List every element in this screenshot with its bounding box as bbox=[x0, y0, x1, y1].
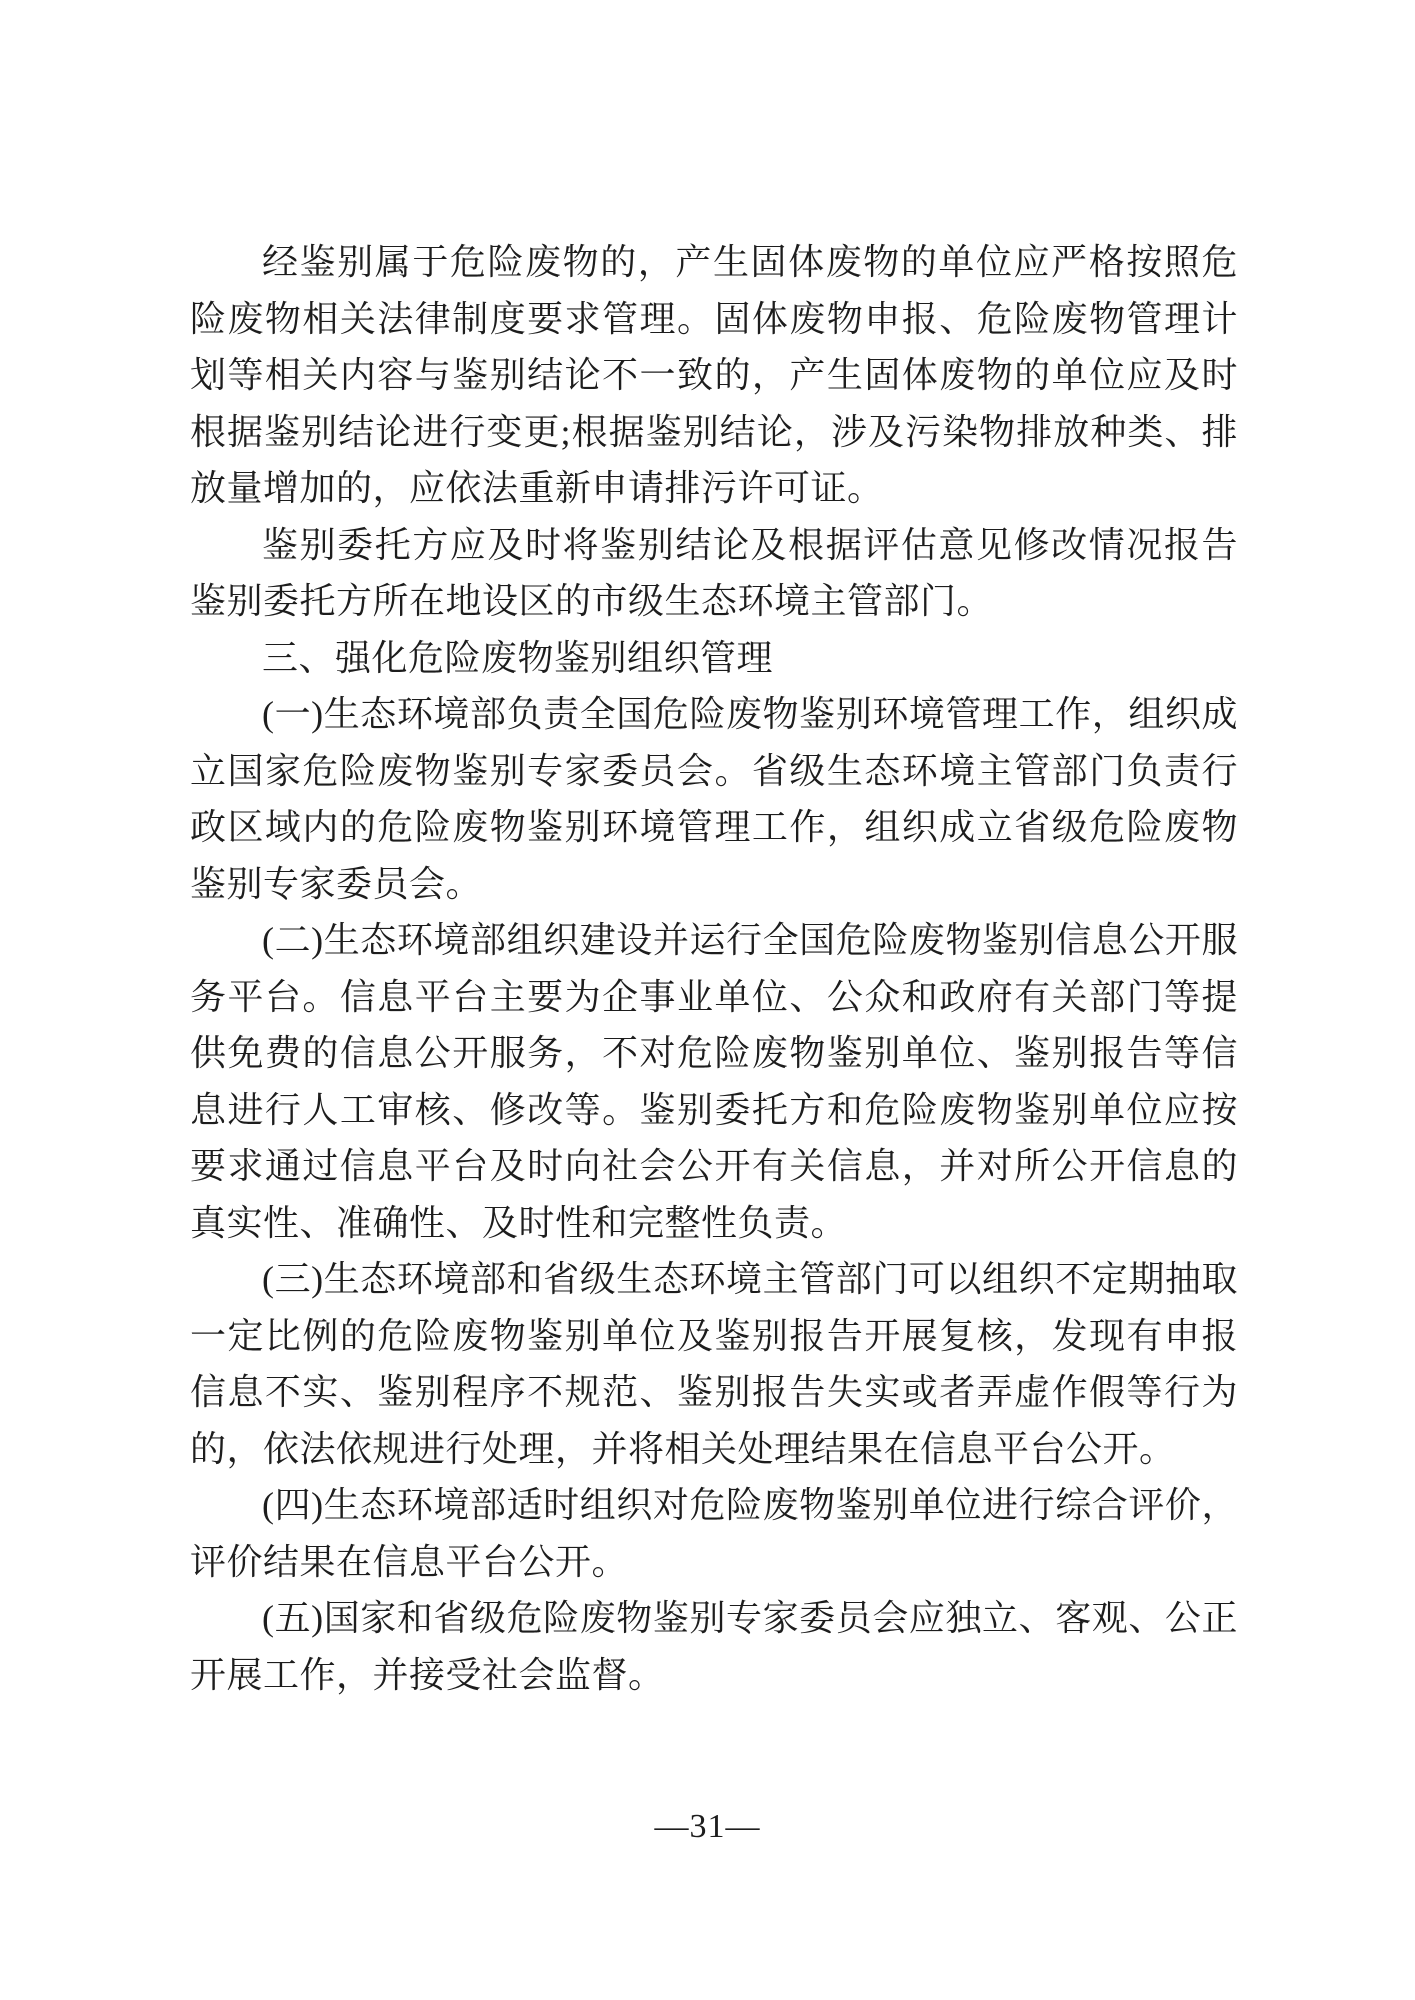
paragraph-item-3: (三)生态环境部和省级生态环境主管部门可以组织不定期抽取一定比例的危险废物鉴别单位及鉴别报告开展复核，发现有申报信息不实、鉴别程序不规范、鉴别报告失实或者弄虚作假等行为的，依法依规进行处理，并将相关处理结果在信息平台公开。 bbox=[190, 1259, 1238, 1469]
document-body bbox=[190, 234, 1238, 1703]
paragraph-item-1: (一)生态环境部负责全国危险废物鉴别环境管理工作，组织成立国家危险废物鉴别专家委员会。省级生态环境主管部门负责行政区域内的危险废物鉴别环境管理工作，组织成立省级危险废物鉴别专家委员会。 bbox=[190, 694, 1238, 904]
page-number: —31— bbox=[654, 1808, 761, 1845]
paragraph-appraisal-management: 经鉴别属于危险废物的，产生固体废物的单位应严格按照危险废物相关法律制度要求管理。固体废物申报、危险废物管理计划等相关内容与鉴别结论不一致的，产生固体废物的单位应及时根据鉴别结论进行变更;根据鉴别结论，涉及污染物排放种类、排放量增加的，应依法重新申请排污许可证。 bbox=[190, 242, 1238, 508]
paragraph-report-to-authority: 鉴别委托方应及时将鉴别结论及根据评估意见修改情况报告鉴别委托方所在地设区的市级生态环境主管部门。 bbox=[190, 524, 1238, 621]
paragraph-item-4: (四)生态环境部适时组织对危险废物鉴别单位进行综合评价，评价结果在信息平台公开。 bbox=[190, 1485, 1238, 1582]
section-heading-3: 三、强化危险废物鉴别组织管理 bbox=[262, 637, 774, 678]
paragraph-item-5: (五)国家和省级危险废物鉴别专家委员会应独立、客观、公正开展工作，并接受社会监督。 bbox=[190, 1598, 1238, 1695]
paragraph-item-2: (二)生态环境部组织建设并运行全国危险废物鉴别信息公开服务平台。信息平台主要为企事业单位、公众和政府有关部门等提供免费的信息公开服务，不对危险废物鉴别单位、鉴别报告等信息进行人工审核、修改等。鉴别委托方和危险废物鉴别单位应按要求通过信息平台及时向社会公开有关信息，并对所公开信息的真实性、准确性、及时性和完整性负责。 bbox=[190, 920, 1238, 1243]
